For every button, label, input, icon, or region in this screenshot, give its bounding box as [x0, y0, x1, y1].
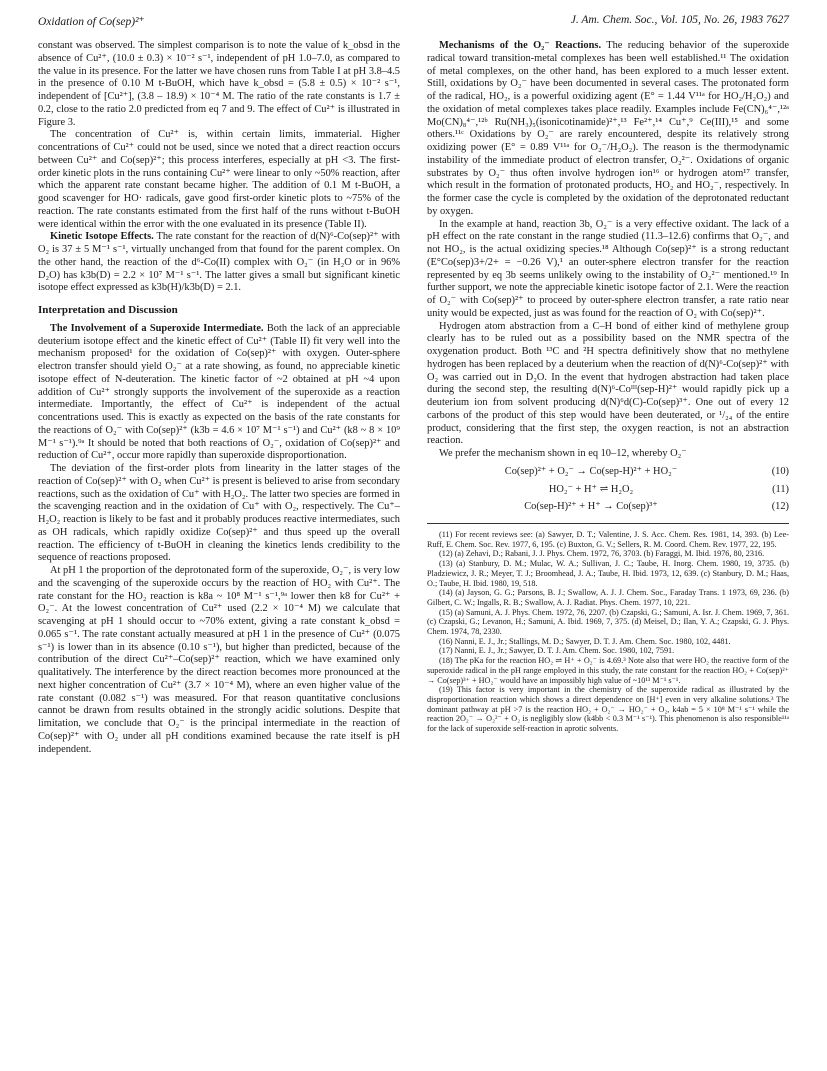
- reference-item: (16) Nanni, E. J., Jr.; Stallings, M. D.; Sawyer, D. T. J. Am. Chem. Soc. 1980, 102, 4481.: [439, 636, 731, 646]
- reference-item: (14) (a) Jayson, G. G.; Parsons, B. J.; Swallow, A. J. J. Chem. Soc., Faraday Trans. 1 1973, 69, 236. (b) Gilbert, C. W.; Ingalls, R. B.; Swallow, A. J. Radiat. Phys. Chem. 1977, 10, 221.: [427, 588, 789, 607]
- footnote-divider: [427, 523, 789, 524]
- equation-number: (11): [772, 483, 789, 495]
- paragraph: The deviation of the first-order plots from linearity in the latter stages of the reaction of Co(sep)²⁺ with O₂ when Cu²⁺ is present is believed to arise from secondary reactions, such as the oxidation of Cu⁺ with H₂O₂. The latter two species are formed in the scavenging reaction and in the oxidation of Cu⁺ with O₂, respectively. The Cu⁺–H₂O₂ reaction is likely to be fast and it probably produces reactive intermediates, such as OH radicals, which rapidly oxidize Co(sep)²⁺ and thus speed up the overall reaction. The efficiency of t-BuOH in cleaning the kinetics lends credibility to the sequence of reactions proposed.: [38, 463, 400, 564]
- reference-item: (17) Nanni, E. J., Jr.; Sawyer, D. T. J. Am. Chem. Soc. 1980, 102, 7591.: [439, 646, 675, 656]
- reference-item: (13) (a) Stanbury, D. M.; Mulac, W. A.; Sullivan, J. C.; Taube, H. Inorg. Chem. 1980, 19, 3735. (b) Pladziewicz, J. R.; Meyer, T. J.; Broomhead, J. A.; Taube, H. Ibid. 1973, 12, 639. (c) Stanbury, D. M.; Haas, O.; Taube, H. Ibid. 1980, 19, 518.: [427, 559, 789, 588]
- equation-number: (12): [771, 501, 789, 513]
- equation-number: (10): [771, 465, 789, 477]
- running-header: [38, 14, 789, 32]
- equation-12: [427, 501, 789, 514]
- paragraph: [38, 231, 400, 295]
- paragraph: We prefer the mechanism shown in eq 10–12, whereby O₂⁻: [439, 448, 687, 459]
- header-journal: J. Am. Chem. Soc., Vol. 105, No. 26, 1983 7627: [570, 14, 789, 26]
- reference-item: (11) For recent reviews see: (a) Sawyer, D. T.; Valentine, J. S. Acc. Chem. Res. 1981, 14, 393. (b) Lee-Ruff, E. Chem. Soc. Rev. 1977, 6, 195. (c) Buxton, G. V.; Sellers, R. M. Coord. Chem. Rev. 1977, 22, 195.: [427, 530, 789, 549]
- reference-item: (19) This factor is very important in the chemistry of the superoxide radical as illustrated by the disproportionation reaction which shows a direct dependence on [H⁺] even in very alkaline solutions.³ The dominant pathway at pH >7 is the reaction HO₂ + O₂⁻ → HO₂⁻ + O₂, k4ab = 5 × 10⁸ M⁻¹ s⁻¹ while the reaction 2O₂⁻ → O₂²⁻ + O₂ is negligibly slow (k4bb < 0.3 M⁻¹ s⁻¹). This phenomenon is also responsible¹¹ᵃ for the lack of superoxide self-reaction in aprotic solvents.: [427, 685, 789, 734]
- right-column: [427, 40, 789, 734]
- equation-expression: Co(sep-H)²⁺ + H⁺ → Co(sep)³⁺: [524, 501, 658, 513]
- paragraph-text: Both the lack of an appreciable deuterium isotope effect and the kinetic effect of Cu²⁺ (Table II) fit very well into the mechanism proposed¹ for the oxidation of Co(sep)²⁺ with oxygen. Outer-sphere electron transfer should yield O₂⁻ at a rate showing, as found, no appreciable kinetic isotope effect of N-deuteration. The kinetic factor of ~2 obtained at pH ~4 upon addition of Cu²⁺ strongly supports the involvement of the superoxide as a reaction intermediate. Importantly, the effect of Cu²⁺ is independent of the actual concentrations used. This is exactly as expected on the basis of the rate constants for the reactions of O₂⁻ with Co(sep)²⁺ (k3b = 4.6 × 10⁷ M⁻¹ s⁻¹) and Cu²⁺ (k8 ~ 8 × 10⁹ M⁻¹ s⁻¹).⁹ᵃ It should be noted that both reactions of O₂⁻, oxidation of Co(sep)²⁺ and reduction of Cu²⁺, occur more rapidly than superoxide disproportionation.: [38, 322, 400, 462]
- paragraph: In the example at hand, reaction 3b, O₂⁻ is a very effective oxidant. The lack of a pH effect on the rate constant in the range studied (11.3–12.6) confirms that O₂⁻, and not HO₂, is the actual oxidizing species.¹⁸ Although Co(sep)²⁺ is a strong reductant (E°Co(sep)3+/2+ = −0.26 V),¹ an outer-sphere electron transfer for the reaction represented by eq 3b seems unlikely owing to the instability of O₂²⁻ mentioned.¹⁹ In further support, we note the appreciable kinetic isotope factor of 2.1. Were the reaction of O₂⁻ with Co(sep)²⁺ to proceed by outer-sphere electron transfer, a rate ratio near unity would be expected, just as was found for the reaction of O₂ with Co(sep)²⁺.: [427, 218, 789, 319]
- reference-item: (18) The pKa for the reaction HO₂ ⇌ H⁺ + O₂⁻ is 4.69.³ Note also that were HO₂ the reactive form of the superoxide radical in the pH range employed in this study, the rate constant for the reaction HO₂ + Co(sep)²⁺ → Co(sep)³⁺ + HO₂⁻ would have an impossibly high value of ~10¹³ M⁻¹ s⁻¹.: [427, 656, 789, 685]
- reference-item: (12) (a) Zehavi, D.; Rabani, J. J. Phys. Chem. 1972, 76, 3703. (b) Faraggi, M. Ibid. 1976, 80, 2316.: [439, 549, 765, 559]
- paragraph: [38, 323, 400, 463]
- header-title: Oxidation of Co(sep)²⁺: [38, 16, 145, 28]
- run-in-heading: The Involvement of a Superoxide Intermediate.: [50, 322, 264, 334]
- equation-expression: Co(sep)²⁺ + O₂⁻ → Co(sep-H)²⁺ + HO₂⁻: [504, 465, 678, 477]
- paragraph: constant was observed. The simplest comparison is to note the value of k_obsd in the absence of Cu²⁺, (10.0 ± 0.3) × 10⁻² s⁻¹, independent of pH 1.0–7.0, as compared to the value in its presence. For the latter we have chosen runs from Table I at pH 3.8–4.5 in the presence of 0.10 M t-BuOH, which have k_obsd = (5.8 ± 0.5) × 10⁻² s⁻¹, independent of [Cu²⁺], (3.8 – 18.9) × 10⁻⁴ M. The ratio of the rate constants is 1.7 ± 0.2, close to the ratio 2.0 predicted from eq 7 and 9. The effect of Cu²⁺ is illustrated in Figure 3.: [38, 40, 400, 128]
- equation-expression: HO₂⁻ + H⁺ ⇌ H₂O₂: [548, 483, 634, 495]
- run-in-heading: Mechanisms of the O₂⁻ Reactions.: [439, 40, 602, 51]
- paragraph: [427, 40, 789, 219]
- equation-10: [427, 466, 789, 479]
- paragraph: At pH 1 the proportion of the deprotonated form of the superoxide, O₂⁻, is very low and the scavenging of the superoxide occurs by the reaction of HO₂ with Cu²⁺. The rate constant for the HO₂ reaction is k8a ~ 10⁸ M⁻¹ s⁻¹,⁹ᵃ lower then k8 for Cu²⁺ + O₂⁻. At the lowest concentration of Cu²⁺ used (2.2 × 10⁻⁴ M) we calculate that scavenging at pH 1 should occur to ~70% extent, giving a rate constant k_obsd = 0.065 s⁻¹. The rate constant actually measured at pH 1 in the presence of Cu²⁺ (0.075 s⁻¹) is lower than in its absence (0.10 s⁻¹), but higher than predicted, because of the contribution of the direct Cu²⁺–Co(sep)²⁺ reaction, which we have examined only qualitatively. The interference by the direct reaction becomes more pronounced at the next higher concentration of Cu²⁺ (3.7 × 10⁻⁴ M), where an even higher value of the rate constant (0.082 s⁻¹) was measured. For that reason quantitative conclusions cannot be drawn from results obtained in the strongly acidic solutions. Despite that limitation, we conclude that O₂⁻ is the principal intermediate in the reaction of Co(sep)²⁺ with O₂ under all pH conditions examined because the rate itself is pH independent.: [38, 565, 400, 755]
- paragraph: Hydrogen atom abstraction from a C–H bond of either kind of methylene group clearly has to be ruled out as a possibility based on the NMR spectra of the oxygenation product. Both ¹³C and ²H spectra definitively show that no methylene hydrogen has been replaced by a deuterium when the reaction of d(N)⁶-Co(sep)²⁺ with O₂ was carried out in D₂O. In the event that hydrogen abstraction had taken place during the second step, the resulting d(N)⁶-Coᴵᴵᴵ(sep-H)²⁺ would rapidly pick up a deuterium ion from solvent producing d(N)⁶d(C)-Co(sep)³⁺. One out of every 12 carbons of the product of this step would have been deuterated, or ¹/₂₄ of the entire product, considering that the first step, the oxygen reaction, is not an abstraction reaction.: [427, 320, 789, 447]
- paragraph-text: The rate constant for the reaction of d(N)⁶-Co(sep)²⁺ with O₂ is 37 ± 5 M⁻¹ s⁻¹, virtually unchanged from that found for the parent complex. On the other hand, the reaction of the d⁶-Co(II) complex with O₂⁻ (in H₂O or in 96% D₂O) has k3b(D) = 2.2 × 10⁷ M⁻¹ s⁻¹. The latter gives a small but significant kinetic isotope effect expressed as k3b(H)/k3b(D) = 2.1.: [38, 231, 400, 294]
- equation-11: [427, 484, 789, 497]
- paragraph: The concentration of Cu²⁺ is, within certain limits, immaterial. Higher concentrations of Cu²⁺ could not be used, since we noted that a direct reaction occurs between Cu²⁺ and Co(sep)²⁺; this process interferes, especially at pH <3. The first-order kinetic plots in the runs containing Cu²⁺ were linear to only ~50% reaction, after which the apparent rate constant became higher. The addition of 0.1 M t-BuOH, a good scavenger for HO· radicals, gave good first-order kinetic plots to ~75% of the reaction. The rate constants estimated from the first half of the runs without t-BuOH were identical within the error with the one evaluated in its presence (Table II).: [38, 129, 400, 230]
- reference-item: (15) (a) Samuni, A. J. Phys. Chem. 1972, 76, 2207. (b) Czapski, G.; Samuni, A. Isr. J. Chem. 1969, 7, 361. (c) Czapski, G.; Levanon, H.; Samuni, A. Ibid. 1969, 7, 375. (d) Meisel, D.; Ilan, Y. A.; Czapski, G. J. Phys. Chem. 1974, 78, 2330.: [427, 607, 789, 637]
- left-column: [38, 40, 400, 756]
- paragraph-text: The reducing behavior of the superoxide radical toward transition-metal complexes has been well established.¹¹ The oxidation of metal complexes, on the other hand, has been explored to a much lesser extent. Still, oxidations by O₂⁻ have been documented in several cases. The protonated form of the radical, HO₂, is a powerful oxidizing agent (E° = 1.44 V¹¹ᵃ for HO₂/H₂O₂) and the oxidation of metal complexes takes place readily. Examples include Fe(CN)₆⁴⁻,¹²ᵃ Mo(CN)₈⁴⁻,¹²ᵇ Ru(NH₃)₅(isonicotinamide)²⁺,¹³ Fe²⁺,¹⁴ Cu⁺,⁹ Ce(III),¹⁵ and some others.¹¹ᶜ Oxidations by O₂⁻ are rarely encountered, despite its relatively strong oxidizing power (E° = 0.89 V¹¹ᵃ for O₂⁻/H₂O₂). The reason is the thermodynamic instability of the immediate product of electron transfer, O₂²⁻. Oxidations of organic substrates by O₂⁻ thus often involve hydrogen ion¹⁶ or hydrogen atom¹⁷ transfer, which result in the formation of protonated products, HO₂ and HO₂⁻, respectively. In the former case the cycle is completed by the oxidation of the deprotonated reductant by oxygen.: [427, 40, 789, 217]
- references: [427, 530, 789, 734]
- section-heading: Interpretation and Discussion: [38, 304, 178, 316]
- run-in-heading: Kinetic Isotope Effects.: [50, 231, 154, 243]
